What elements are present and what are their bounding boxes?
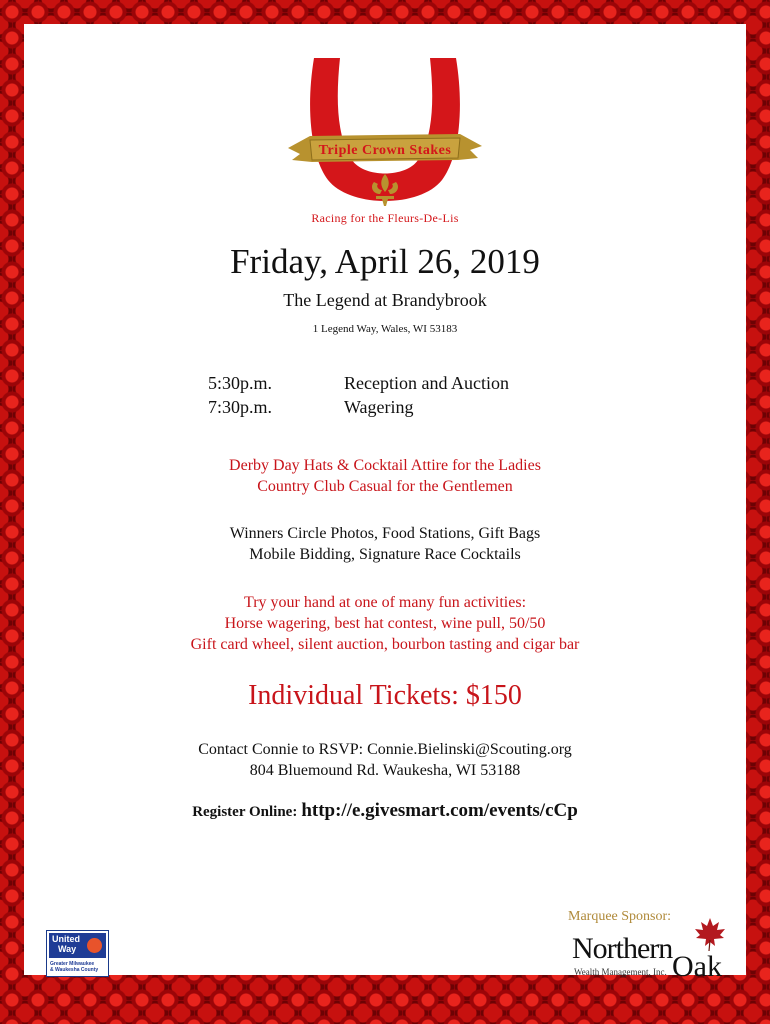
ticket-price: Individual Tickets: $150 — [248, 680, 522, 711]
contact-info — [24, 739, 746, 781]
united-way-region: Greater Milwaukee — [50, 961, 95, 967]
logo-tagline: Racing for the Fleurs-De-Lis — [311, 211, 459, 225]
features-line: Winners Circle Photos, Food Stations, Gift Bags — [229, 525, 541, 542]
united-way-name: United — [52, 934, 80, 944]
schedule-row — [208, 395, 509, 419]
attire-line: Derby Day Hats & Cocktail Attire for the Ladies — [229, 457, 541, 474]
register-online — [24, 800, 746, 822]
schedule — [208, 371, 509, 419]
schedule-row — [208, 371, 509, 395]
logo-banner-text: Triple Crown Stakes — [318, 143, 452, 158]
contact-address: 804 Bluemound Rd. Waukesha, WI 53188 — [249, 762, 521, 779]
register-link[interactable]: http://e.givesmart.com/events/cCp — [301, 800, 578, 821]
sponsor-block — [564, 906, 734, 986]
helping-hand-icon — [87, 938, 102, 953]
attire-info — [24, 455, 746, 497]
features-line: Mobile Bidding, Signature Race Cocktails — [249, 546, 521, 563]
schedule-time: 5:30p.m. — [208, 373, 273, 393]
schedule-time: 7:30p.m. — [208, 397, 273, 417]
triple-crown-logo — [282, 56, 488, 236]
attire-line: Country Club Casual for the Gentlemen — [257, 478, 513, 495]
activities-line: Horse wagering, best hat contest, wine pull, 50/50 — [224, 615, 546, 632]
register-label: Register Online: — [192, 804, 298, 820]
activities-info — [24, 592, 746, 655]
sponsor-name: Northern — [572, 932, 673, 965]
united-way-name: Way — [58, 944, 77, 954]
sponsor-label: Marquee Sponsor: — [568, 909, 672, 924]
united-way-logo — [46, 930, 109, 977]
sponsor-name: Oak — [672, 950, 722, 983]
event-venue: The Legend at Brandybrook — [283, 290, 487, 310]
rsvp-line[interactable]: Contact Connie to RSVP: Connie.Bielinski@Scouting.org — [198, 741, 572, 758]
sponsor-subtitle: Wealth Management, Inc. — [574, 967, 667, 977]
event-date: Friday, April 26, 2019 — [230, 242, 540, 281]
event-address: 1 Legend Way, Wales, WI 53183 — [312, 323, 458, 335]
features-info — [24, 523, 746, 565]
activities-line: Gift card wheel, silent auction, bourbon tasting and cigar bar — [190, 636, 580, 653]
schedule-label: Reception and Auction — [344, 373, 509, 393]
flyer-card — [24, 24, 746, 983]
united-way-region: & Waukesha County — [50, 967, 99, 973]
activities-line: Try your hand at one of many fun activities: — [243, 594, 527, 611]
schedule-label: Wagering — [344, 397, 414, 417]
maple-leaf-icon — [692, 916, 728, 952]
